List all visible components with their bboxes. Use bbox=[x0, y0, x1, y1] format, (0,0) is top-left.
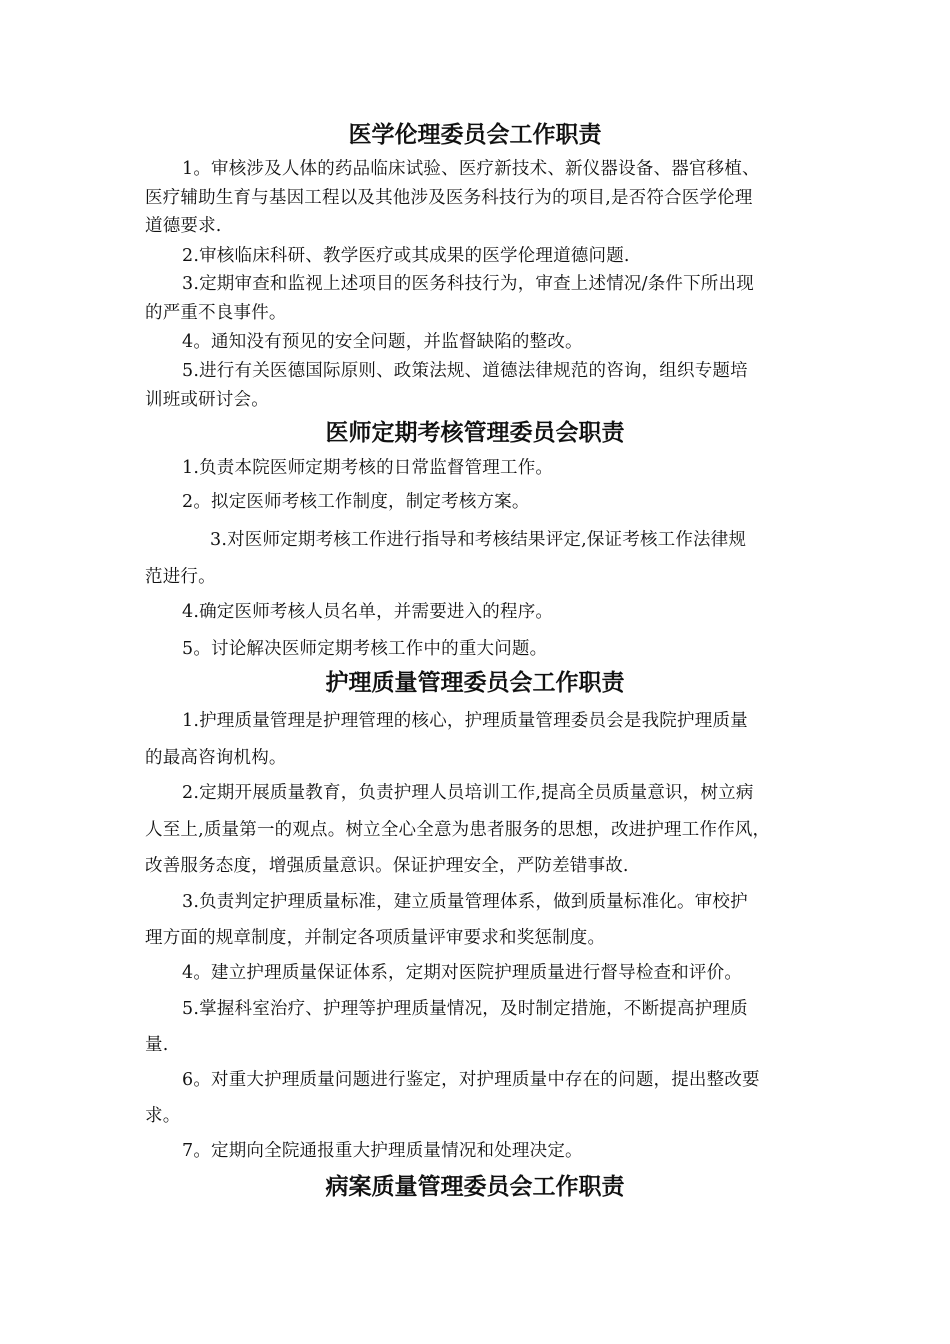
paragraph-line: 3.负责判定护理质量标准，建立质量管理体系，做到质量标准化。审校护 bbox=[182, 892, 748, 912]
section-title-physician-assessment: 医师定期考核管理委员会职责 bbox=[325, 420, 625, 446]
paragraph-line: 5.进行有关医德国际原则、政策法规、道德法律规范的咨询，组织专题培 bbox=[182, 361, 748, 381]
paragraph-line: 1.护理质量管理是护理管理的核心，护理质量管理委员会是我院护理质量 bbox=[182, 711, 748, 731]
paragraph-line: 4。通知没有预见的安全问题，并监督缺陷的整改。 bbox=[182, 332, 583, 352]
paragraph-line: 2.审核临床科研、教学医疗或其成果的医学伦理道德问题. bbox=[182, 246, 630, 266]
paragraph-line: 5.掌握科室治疗、护理等护理质量情况，及时制定措施，不断提高护理质 bbox=[182, 999, 748, 1019]
paragraph-line: 范进行。 bbox=[145, 567, 216, 587]
paragraph-line: 医疗辅助生育与基因工程以及其他涉及医务科技行为的项目,是否符合医学伦理 bbox=[145, 188, 753, 208]
paragraph-line: 的严重不良事件。 bbox=[145, 303, 287, 323]
paragraph-line: 6。对重大护理质量问题进行鉴定，对护理质量中存在的问题，提出整改要 bbox=[182, 1070, 760, 1090]
paragraph-line: 2.定期开展质量教育，负责护理人员培训工作,提高全员质量意识，树立病 bbox=[182, 783, 754, 803]
section-title-medical-record-quality: 病案质量管理委员会工作职责 bbox=[325, 1174, 625, 1200]
paragraph-line: 道德要求. bbox=[145, 216, 222, 236]
section-title-nursing-quality: 护理质量管理委员会工作职责 bbox=[325, 670, 625, 696]
paragraph-line: 理方面的规章制度，并制定各项质量评审要求和奖惩制度。 bbox=[145, 928, 606, 948]
paragraph-line: 4.确定医师考核人员名单，并需要进入的程序。 bbox=[182, 602, 554, 622]
section-title-medical-ethics: 医学伦理委员会工作职责 bbox=[348, 122, 602, 148]
paragraph-line: 2。拟定医师考核工作制度，制定考核方案。 bbox=[182, 492, 530, 512]
paragraph-line: 量. bbox=[145, 1035, 169, 1055]
paragraph-line: 7。定期向全院通报重大护理质量情况和处理决定。 bbox=[182, 1141, 583, 1161]
paragraph-line: 训班或研讨会。 bbox=[145, 390, 269, 410]
paragraph-line: 1.负责本院医师定期考核的日常监督管理工作。 bbox=[182, 458, 554, 478]
paragraph-line: 人至上,质量第一的观点。树立全心全意为患者服务的思想，改进护理工作作风， bbox=[145, 820, 771, 840]
paragraph-line: 改善服务态度，增强质量意识。保证护理安全，严防差错事故. bbox=[145, 856, 629, 876]
paragraph-line: 的最高咨询机构。 bbox=[145, 748, 287, 768]
paragraph-line: 3.定期审查和监视上述项目的医务科技行为，审查上述情况/条件下所出现 bbox=[182, 274, 754, 294]
paragraph-line: 求。 bbox=[145, 1106, 181, 1126]
paragraph-line: 4。建立护理质量保证体系，定期对医院护理质量进行督导检查和评价。 bbox=[182, 963, 743, 983]
paragraph-line: 1。审核涉及人体的药品临床试验、医疗新技术、新仪器设备、器官移植、 bbox=[182, 159, 760, 179]
paragraph-line: 3.对医师定期考核工作进行指导和考核结果评定,保证考核工作法律规 bbox=[210, 530, 747, 550]
paragraph-line: 5。讨论解决医师定期考核工作中的重大问题。 bbox=[182, 639, 548, 659]
